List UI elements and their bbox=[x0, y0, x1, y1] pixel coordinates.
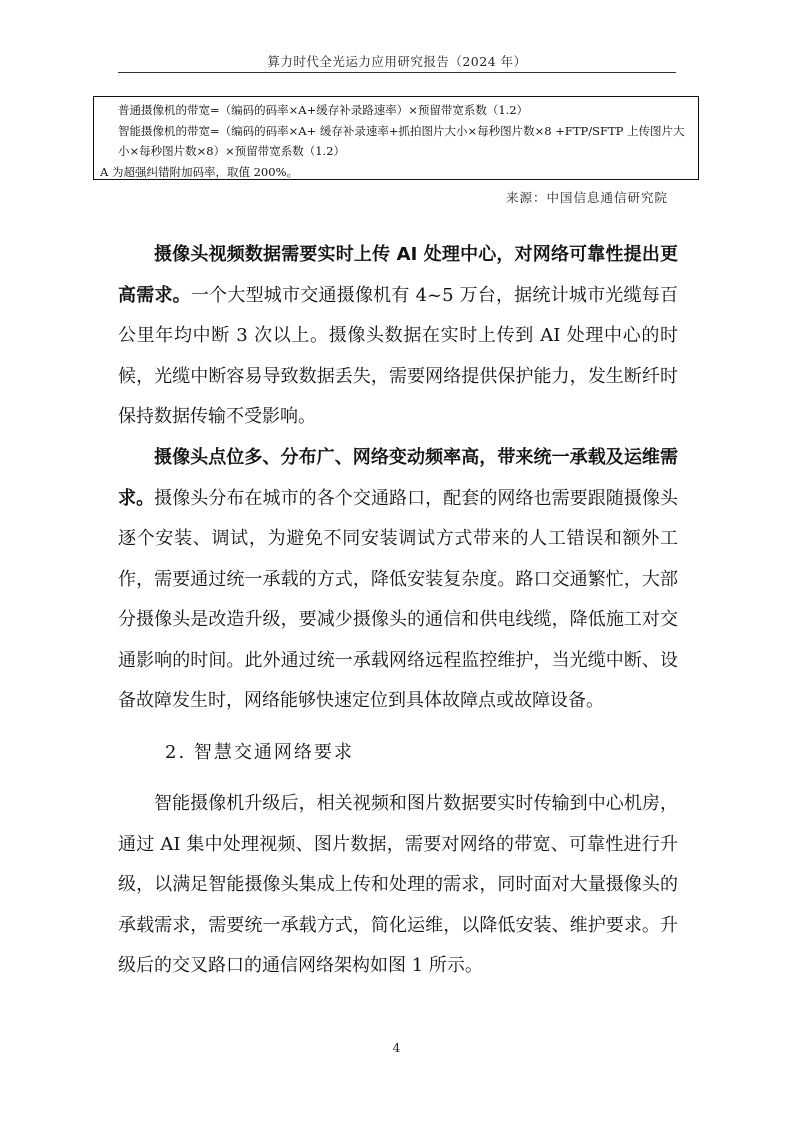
page-number: 4 bbox=[392, 1041, 401, 1055]
paragraph-1 bbox=[118, 235, 678, 438]
paragraph-2-body: 摄像头分布在城市的各个交通路口，配套的网络也需要跟随摄像头逐个安装、调试，为避免不同安装调试方式带来的人工错误和额外工作，需要通过统一承载的方式，降低安装复杂度。路口交通繁忙，大部分摄像头是改造升级，要减少摄像头的通信和供电线缆，降低施工对交通影响的时间。此外通过统一承载网络远程监控维护，当光缆中断、设备故障发生时，网络能够快速定位到具体故障点或故障设备。 bbox=[118, 487, 679, 711]
paragraph-2-lead: 摄像头点位多、分布广、网络变动频率高，带来统一承载及运维需求。 bbox=[118, 447, 678, 509]
paragraph-1-lead: 摄像头视频数据需要实时上传 AI 处理中心，对网络可靠性提出更高需求。 bbox=[118, 244, 678, 306]
bandwidth-formula-box bbox=[93, 96, 699, 180]
paragraph-3-body: 智能摄像机升级后，相关视频和图片数据要实时传输到中心机房，通过 AI 集中处理视频、图片数据，需要对网络的带宽、可靠性进行升级，以满足智能摄像头集成上传和处理的需求，同时面对大量摄像头的承载需求，需要统一承载方式，简化运维，以降低安装、维护要求。升级后的交叉路口的通信网络架构如图 1 所示。 bbox=[118, 793, 678, 976]
formula-note: A 为超强纠错附加码率，取值 200%。 bbox=[100, 164, 298, 179]
source-caption: 来源：中国信息通信研究院 bbox=[505, 190, 668, 205]
header-divider bbox=[118, 72, 676, 73]
page-header: 算力时代全光运力应用研究报告（2024 年） bbox=[267, 54, 527, 69]
paragraph-1-body: 一个大型城市交通摄像机有 4~5 万台，据统计城市光缆每百公里年均中断 3 次以上。摄像头数据在实时上传到 AI 处理中心的时候，光缆中断容易导致数据丢失，需要网络提供保护能力，发生断纤时保持数据传输不受影响。 bbox=[118, 284, 678, 427]
paragraph-3 bbox=[118, 784, 678, 987]
paragraph-2 bbox=[118, 438, 678, 722]
section-heading: 2. 智慧交通网络要求 bbox=[165, 742, 354, 763]
formula-normal-camera: 普通摄像机的带宽=（编码的码率×A+缓存补录路速率）×预留带宽系数（1.2） bbox=[118, 103, 529, 117]
formula-smart-camera: 智能摄像机的带宽=（编码的码率×A+ 缓存补录速率+抓拍图片大小×每秒图片数×8 +FTP/SFTP 上传图片大小×每秒图片数×8）×预留带宽系数（1.2） bbox=[118, 123, 685, 158]
